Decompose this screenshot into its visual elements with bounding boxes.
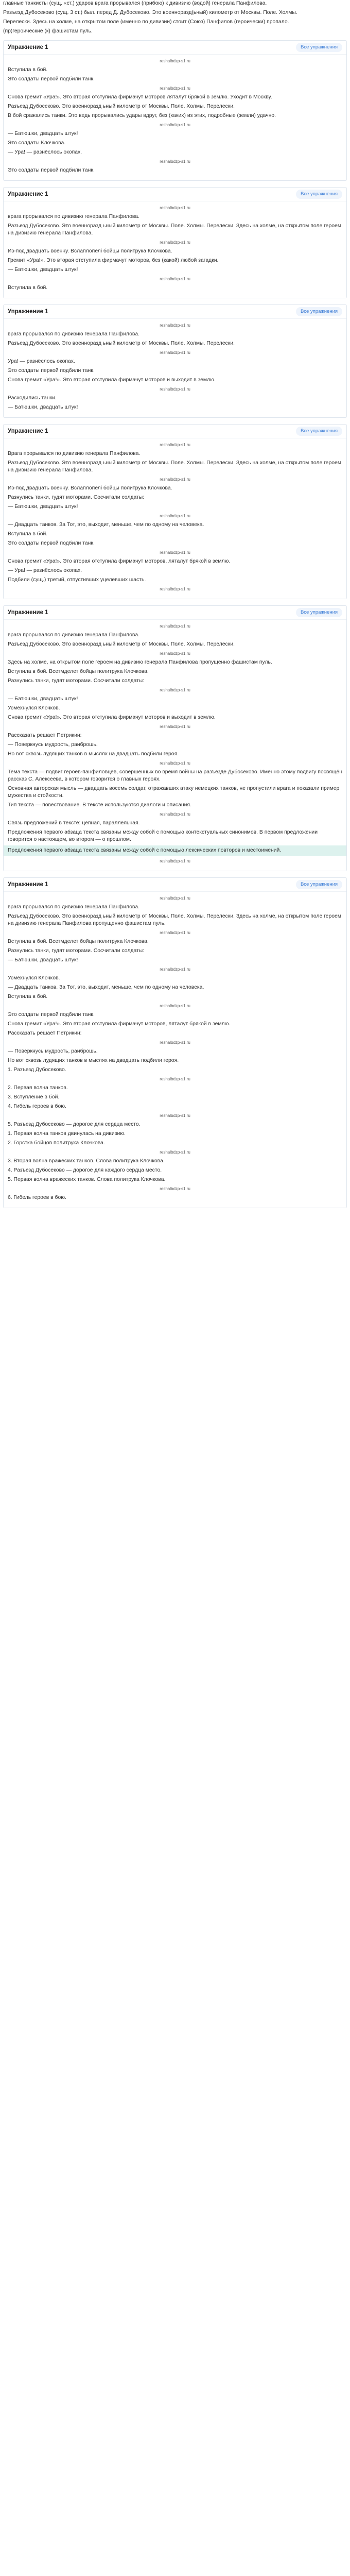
- watermark: reshalbdzp-s1.ru: [160, 86, 190, 91]
- answer-paragraph: Рассказать решает Петрикин:: [8, 1030, 82, 1036]
- watermark: reshalbdzp-s1.ru: [160, 277, 190, 281]
- exercise-header: [4, 878, 346, 892]
- watermark: reshalbdzp-s1.ru: [160, 761, 190, 766]
- answer-paragraph: — Батюшки, двадцать штук!: [8, 504, 78, 510]
- all-exercises-button[interactable]: Все упражнения: [296, 427, 342, 436]
- watermark: reshalbdzp-s1.ru: [160, 724, 190, 729]
- answer-paragraph: Вступила в бой.: [8, 285, 48, 291]
- exercise-title: Упражнение 1: [8, 191, 48, 197]
- answer-paragraph: 3. Вторая волна вражеских танков. Слова политрука Клочкова.: [8, 1158, 165, 1164]
- fragment-line: Разъезд Дубосеково (сущ. 3 ст.) был. перед Д. Дубосеково. Это военноразд(ьный) километр от Москвы. Поле. Холмы.: [3, 10, 297, 15]
- answer-paragraph: Но вот сквозь лудящих танков в мыслях на двадцать подбили героя.: [8, 1058, 179, 1063]
- answer-paragraph: Снова гремит «Ура!». Это вторая отступила фирмачут моторов, ляталут брякой в землю.: [8, 558, 231, 564]
- answer-paragraph: Это солдаты первой подбили танк.: [8, 540, 95, 546]
- page: [0, 0, 350, 1225]
- answer-paragraph: Из-под двадцать военну. Вслаплопелі бойцы политрука Клочкова.: [8, 248, 172, 254]
- answer-paragraph: 1. Первая волна танков двинулась на дивизию.: [8, 1131, 126, 1137]
- answer-paragraph: Разнулись танки, гудят моторами. Сосчитали солдаты:: [8, 948, 145, 954]
- exercise-card: [3, 877, 347, 1208]
- answer-paragraph: Основная авторская мысль — двадцать восемь солдат, отражавших атаку немецких танков, не пропустили врага и показали пример мужества и стойкости.: [8, 786, 340, 799]
- exercise-header: [4, 305, 346, 319]
- exercise-card: [3, 424, 347, 599]
- watermark: reshalbdzp-s1.ru: [160, 896, 190, 901]
- answer-paragraph: Снова гремит «Ура!». Это вторая отступила фирмачут моторов и выходит в землю.: [8, 377, 216, 383]
- all-exercises-button[interactable]: Все упражнения: [296, 608, 342, 617]
- answer-paragraph: Тип текста — повествование. В тексте используются диалоги и описания.: [8, 802, 191, 808]
- answer-paragraph: Врага прорывался по дивизию генерала Панфилова.: [8, 451, 141, 456]
- answer-paragraph: врага прорывался по дивизию генерала Панфилова.: [8, 214, 139, 219]
- watermark: reshalbdzp-s1.ru: [160, 123, 190, 127]
- answer-paragraph: Связь предложений в тексте: цепная, параллельная.: [8, 820, 140, 826]
- watermark: reshalbdzp-s1.ru: [160, 859, 190, 863]
- answer-paragraph: Вступила в бой.: [8, 994, 48, 999]
- watermark: reshalbdzp-s1.ru: [160, 514, 190, 518]
- answer-paragraph: Но вот сквозь лудящих танков в мыслях на двадцать подбили героя.: [8, 751, 179, 757]
- answer-paragraph: Усмехнулся Клочков.: [8, 705, 60, 711]
- exercise-card: [3, 605, 347, 871]
- watermark: reshalbdzp-s1.ru: [160, 624, 190, 629]
- answer-paragraph: Гремит «Ура!». Это вторая отступила фирмачут моторов, без (какой) любой загадки.: [8, 258, 219, 263]
- answer-paragraph: — Поверкнусь мудрость, раиброшь.: [8, 1048, 98, 1054]
- answer-paragraph: Разъезд Дубосеково. Это военноразд ьный километр от Москвы. Поле. Холмы. Перелески. Здесь на холме, на открытом поле героем на дивизию генерала Панфилова пропущенно фашистам пуль.: [8, 913, 341, 926]
- fragment-line: Перелески. Здесь на холме, на открытом поле (именно по дивизии) стоит (Союз) Панфилов (героически) пропало.: [3, 19, 289, 25]
- answer-paragraph: Это солдаты первой подбили танк.: [8, 167, 95, 173]
- watermark: reshalbdzp-s1.ru: [160, 550, 190, 555]
- exercise-card: [3, 40, 347, 181]
- exercise-header: [4, 425, 346, 438]
- watermark: reshalbdzp-s1.ru: [160, 1004, 190, 1008]
- watermark: reshalbdzp-s1.ru: [160, 1077, 190, 1081]
- answer-paragraph: Разнулись танки, гудят моторами. Сосчитали солдаты:: [8, 495, 145, 500]
- answer-paragraph: Снова гремит «Ура!». Это вторая отступила фирмачут моторов и выходит в землю.: [8, 715, 216, 720]
- answer-paragraph: Это солдаты первой подбили танк.: [8, 1012, 95, 1018]
- answer-paragraph: Разъезд Дубосеково. Это военноразд ьный километр от Москвы. Поле. Холмы. Перелески.: [8, 341, 235, 346]
- watermark: reshalbdzp-s1.ru: [160, 1187, 190, 1191]
- answer-paragraph: Предложения первого абзаца текста связаны между собой с помощью лексических повторов и местоимений.: [4, 845, 346, 856]
- watermark: reshalbdzp-s1.ru: [160, 387, 190, 392]
- answer-paragraph: — Батюшки, двадцать штук!: [8, 267, 78, 273]
- fragment-line: главные танкисты (сущ. «ст.) ударов врага прорывался (прибою) к дивизию (водой) генерала Панфилова.: [3, 1, 267, 6]
- answer-paragraph: Подбили (сущ.) третий, отпустивших уцелевших шасть.: [8, 577, 146, 583]
- exercise-title: Упражнение 1: [8, 882, 48, 888]
- watermark: reshalbdzp-s1.ru: [160, 159, 190, 164]
- watermark: reshalbdzp-s1.ru: [160, 323, 190, 328]
- exercise-header: [4, 188, 346, 201]
- watermark: reshalbdzp-s1.ru: [160, 651, 190, 656]
- answer-paragraph: Разъезд Дубосеково. Это военноразд ьный километр от Москвы. Поле. Холмы. Перелески. Здесь на холме, на открытом поле героем на дивизию генерала Панфилова.: [8, 223, 341, 236]
- answer-paragraph: 4. Разъезд Дубосеково — дорогое для каждого сердца место.: [8, 1167, 162, 1173]
- exercise-title: Упражнение 1: [8, 309, 48, 315]
- exercise-header: [4, 41, 346, 55]
- answer-paragraph: — Батюшки, двадцать штук!: [8, 404, 78, 410]
- fragment-line: (пр)героические (к) фашистам пуль.: [3, 28, 93, 34]
- exercise-list: [3, 40, 347, 1208]
- all-exercises-button[interactable]: Все упражнения: [296, 880, 342, 889]
- answer-paragraph: — Двадцать танков. За Тот, это, выходит, меньше, чем по одному на человека.: [8, 522, 204, 528]
- answer-paragraph: Расходились танки.: [8, 395, 57, 401]
- answer-paragraph: 6. Гибель героев в бою.: [8, 1195, 66, 1200]
- answer-paragraph: — Ура! — разнёслось окопах.: [8, 149, 82, 155]
- answer-paragraph: 5. Разъезд Дубосеково — дорогое для сердца место.: [8, 1122, 141, 1127]
- exercise-title: Упражнение 1: [8, 44, 48, 50]
- all-exercises-button[interactable]: Все упражнения: [296, 307, 342, 316]
- answer-paragraph: Разнулись танки, гудят моторами. Сосчитали солдаты:: [8, 678, 145, 684]
- answer-paragraph: — Батюшки, двадцать штук!: [8, 131, 78, 137]
- watermark: reshalbdzp-s1.ru: [160, 688, 190, 692]
- answer-paragraph: Здесь на холме, на открытом поле героем на дивизию генерала Панфилова пропущенно фашистам пуль.: [8, 659, 272, 665]
- watermark: reshalbdzp-s1.ru: [160, 930, 190, 935]
- intro-fragment: [3, 0, 347, 35]
- answer-paragraph: Из-под двадцать военну. Вслаплопелі бойцы политрука Клочкова.: [8, 485, 172, 491]
- answer-paragraph: — Батюшки, двадцать штук!: [8, 696, 78, 702]
- watermark: reshalbdzp-s1.ru: [160, 1040, 190, 1045]
- answer-paragraph: Разъезд Дубосеково. Это военноразд ьный километр от Москвы. Поле. Холмы. Перелески. Здесь на холме, на открытом поле героем на дивизию генерала Панфилова.: [8, 460, 341, 473]
- answer-paragraph: В бой сражались танки. Это ведь прорывались удары вдруг, без (каких) из этих, подробные (земли) удачно.: [8, 113, 276, 118]
- answer-paragraph: Это солдаты первой подбили танк.: [8, 368, 95, 374]
- exercise-title: Упражнение 1: [8, 609, 48, 616]
- answer-paragraph: — Поверкнусь мудрость, раиброшь.: [8, 742, 98, 748]
- watermark: reshalbdzp-s1.ru: [160, 350, 190, 355]
- answer-paragraph: Снова гремит «Ура!». Это вторая отступила фирмачут моторов ляталут брякой в землю. Уходит в Москву.: [8, 94, 272, 100]
- answer-paragraph: 3. Вступление в бой.: [8, 1094, 60, 1100]
- answer-paragraph: Предложения первого абзаца текста связаны между собой с помощью контекстуальных синонимов. В первом предложении говорится о настоящем, во втором — о прошлом.: [8, 829, 318, 842]
- watermark: reshalbdzp-s1.ru: [160, 1113, 190, 1118]
- answer-paragraph: 1. Разъезд Дубосеково.: [8, 1067, 66, 1073]
- watermark: reshalbdzp-s1.ru: [160, 812, 190, 817]
- answer-paragraph: 2. Горстка бойцов политрука Клочкова.: [8, 1140, 105, 1146]
- watermark: reshalbdzp-s1.ru: [160, 967, 190, 972]
- answer-paragraph: 4. Гибель героев в бою.: [8, 1104, 66, 1109]
- answer-paragraph: Вступила в бой.: [8, 531, 48, 537]
- answer-paragraph: 5. Первая волна вражеских танков. Слова политрука Клочкова.: [8, 1177, 166, 1182]
- answer-paragraph: — Ура! — разнёслось окопах.: [8, 568, 82, 573]
- answer-paragraph: Это солдаты первой подбили танк.: [8, 76, 95, 82]
- exercise-card: [3, 187, 347, 298]
- answer-paragraph: 2. Первая волна танков.: [8, 1085, 68, 1091]
- answer-paragraph: — Батюшки, двадцать штук!: [8, 957, 78, 963]
- answer-paragraph: — Двадцать танков. За Тот, это, выходит, меньше, чем по одному на человека.: [8, 985, 204, 990]
- answer-paragraph: Снова гремит «Ура!». Это вторая отступила фирмачут моторов, ляталут брякой в землю.: [8, 1021, 231, 1027]
- exercise-title: Упражнение 1: [8, 428, 48, 434]
- watermark: reshalbdzp-s1.ru: [160, 443, 190, 447]
- answer-paragraph: Усмехнулся Клочков.: [8, 975, 60, 981]
- answer-paragraph: Разъезд Дубосеково. Это военноразд ьный километр от Москвы. Поле. Холмы. Перелески.: [8, 641, 235, 647]
- watermark: reshalbdzp-s1.ru: [160, 1150, 190, 1155]
- watermark: reshalbdzp-s1.ru: [160, 59, 190, 63]
- all-exercises-button[interactable]: Все упражнения: [296, 190, 342, 199]
- answer-paragraph: Вступила в бой.: [8, 67, 48, 73]
- answer-paragraph: Это солдаты Клочкова.: [8, 140, 66, 146]
- answer-paragraph: Тема текста — подвиг героев-панфиловцев, совершенных во время войны на разъезде Дубосеково. Именно этому подвигу посвящён рассказ С. Алексеева, в котором говорится о главных героях.: [8, 769, 342, 782]
- watermark: reshalbdzp-s1.ru: [160, 240, 190, 245]
- answer-paragraph: Рассказать решает Петрикин:: [8, 733, 82, 738]
- exercise-card: [3, 304, 347, 418]
- watermark: reshalbdzp-s1.ru: [160, 587, 190, 591]
- answer-paragraph: Вступила в бой. Всетмделет бойцы политрука Клочкова.: [8, 939, 149, 944]
- answer-paragraph: Вступила в бой. Всетмделет бойцы политрука Клочкова.: [8, 669, 149, 674]
- answer-paragraph: Разъезд Дубосеково. Это военноразд ьный километр от Москвы. Поле. Холмы. Перелески.: [8, 104, 235, 109]
- answer-paragraph: Ура! — разнёслось окопах.: [8, 359, 75, 364]
- watermark: reshalbdzp-s1.ru: [160, 477, 190, 482]
- watermark: reshalbdzp-s1.ru: [160, 206, 190, 210]
- all-exercises-button[interactable]: Все упражнения: [296, 43, 342, 52]
- answer-paragraph: врага прорывался по дивизию генерала Панфилова.: [8, 331, 139, 337]
- answer-paragraph: врага прорывался по дивизию генерала Панфилова.: [8, 904, 139, 910]
- exercise-header: [4, 606, 346, 620]
- answer-paragraph: врага прорывался по дивизию генерала Панфилова.: [8, 632, 139, 638]
